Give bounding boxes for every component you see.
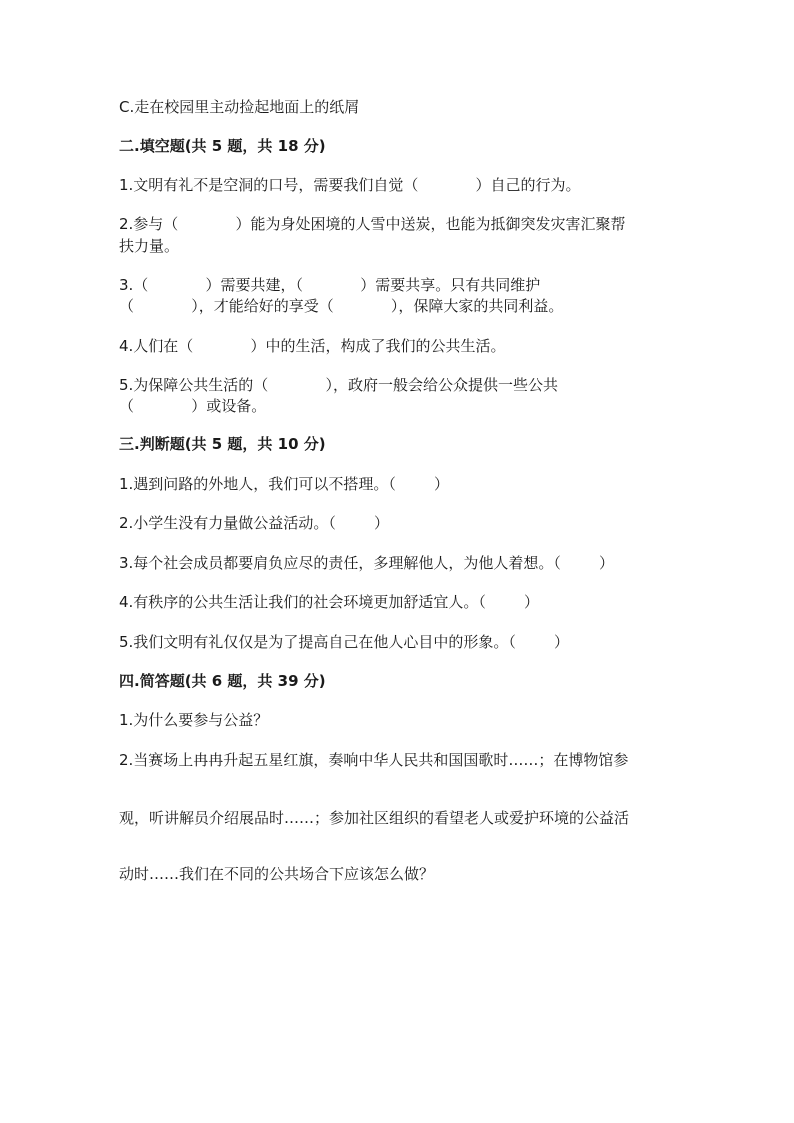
section-heading-fill-blank: 二.填空题(共 5 题，共 18 分) bbox=[119, 137, 326, 155]
fill-question-5-line-1: 5.为保障公共生活的（ ），政府一般会给公众提供一些公共 bbox=[119, 376, 559, 394]
short-question-2-line-1: 2.当赛场上冉冉升起五星红旗，奏响中华人民共和国国歌时……；在博物馆参 bbox=[119, 751, 629, 769]
section-heading-true-false: 三.判断题(共 5 题，共 10 分) bbox=[119, 435, 326, 453]
option-c: C.走在校园里主动捡起地面上的纸屑 bbox=[119, 98, 360, 116]
short-question-2-line-2: 观，听讲解员介绍展品时……；参加社区组织的看望老人或爱护环境的公益活 bbox=[119, 809, 630, 827]
judge-question-5: 5.我们文明有礼仅仅是为了提高自己在他人心目中的形象。（ ） bbox=[119, 633, 569, 651]
fill-question-3-line-2: （ ），才能给好的享受（ ），保障大家的共同利益。 bbox=[119, 297, 564, 315]
fill-question-2-line-1: 2.参与（ ）能为身处困境的人雪中送炭，也能为抵御突发灾害汇聚帮 bbox=[119, 215, 626, 233]
fill-question-3-line-1: 3.（ ）需要共建，（ ）需要共享。只有共同维护 bbox=[119, 276, 541, 294]
short-question-1: 1.为什么要参与公益？ bbox=[119, 711, 269, 729]
section-heading-short-answer: 四.简答题(共 6 题，共 39 分) bbox=[119, 672, 326, 690]
judge-question-2: 2.小学生没有力量做公益活动。（ ） bbox=[119, 514, 389, 532]
fill-question-5-line-2: （ ）或设备。 bbox=[119, 397, 267, 415]
judge-question-1: 1.遇到问路的外地人，我们可以不搭理。（ ） bbox=[119, 475, 449, 493]
judge-question-3: 3.每个社会成员都要肩负应尽的责任，多理解他人，为他人着想。（ ） bbox=[119, 554, 614, 572]
short-question-2-line-3: 动时……我们在不同的公共场合下应该怎么做？ bbox=[119, 865, 435, 883]
judge-question-4: 4.有秩序的公共生活让我们的社会环境更加舒适宜人。（ ） bbox=[119, 593, 539, 611]
fill-question-2-line-2: 扶力量。 bbox=[119, 237, 180, 255]
fill-question-4: 4.人们在（ ）中的生活，构成了我们的公共生活。 bbox=[119, 337, 506, 355]
fill-question-1: 1.文明有礼不是空洞的口号，需要我们自觉（ ）自己的行为。 bbox=[119, 176, 581, 194]
